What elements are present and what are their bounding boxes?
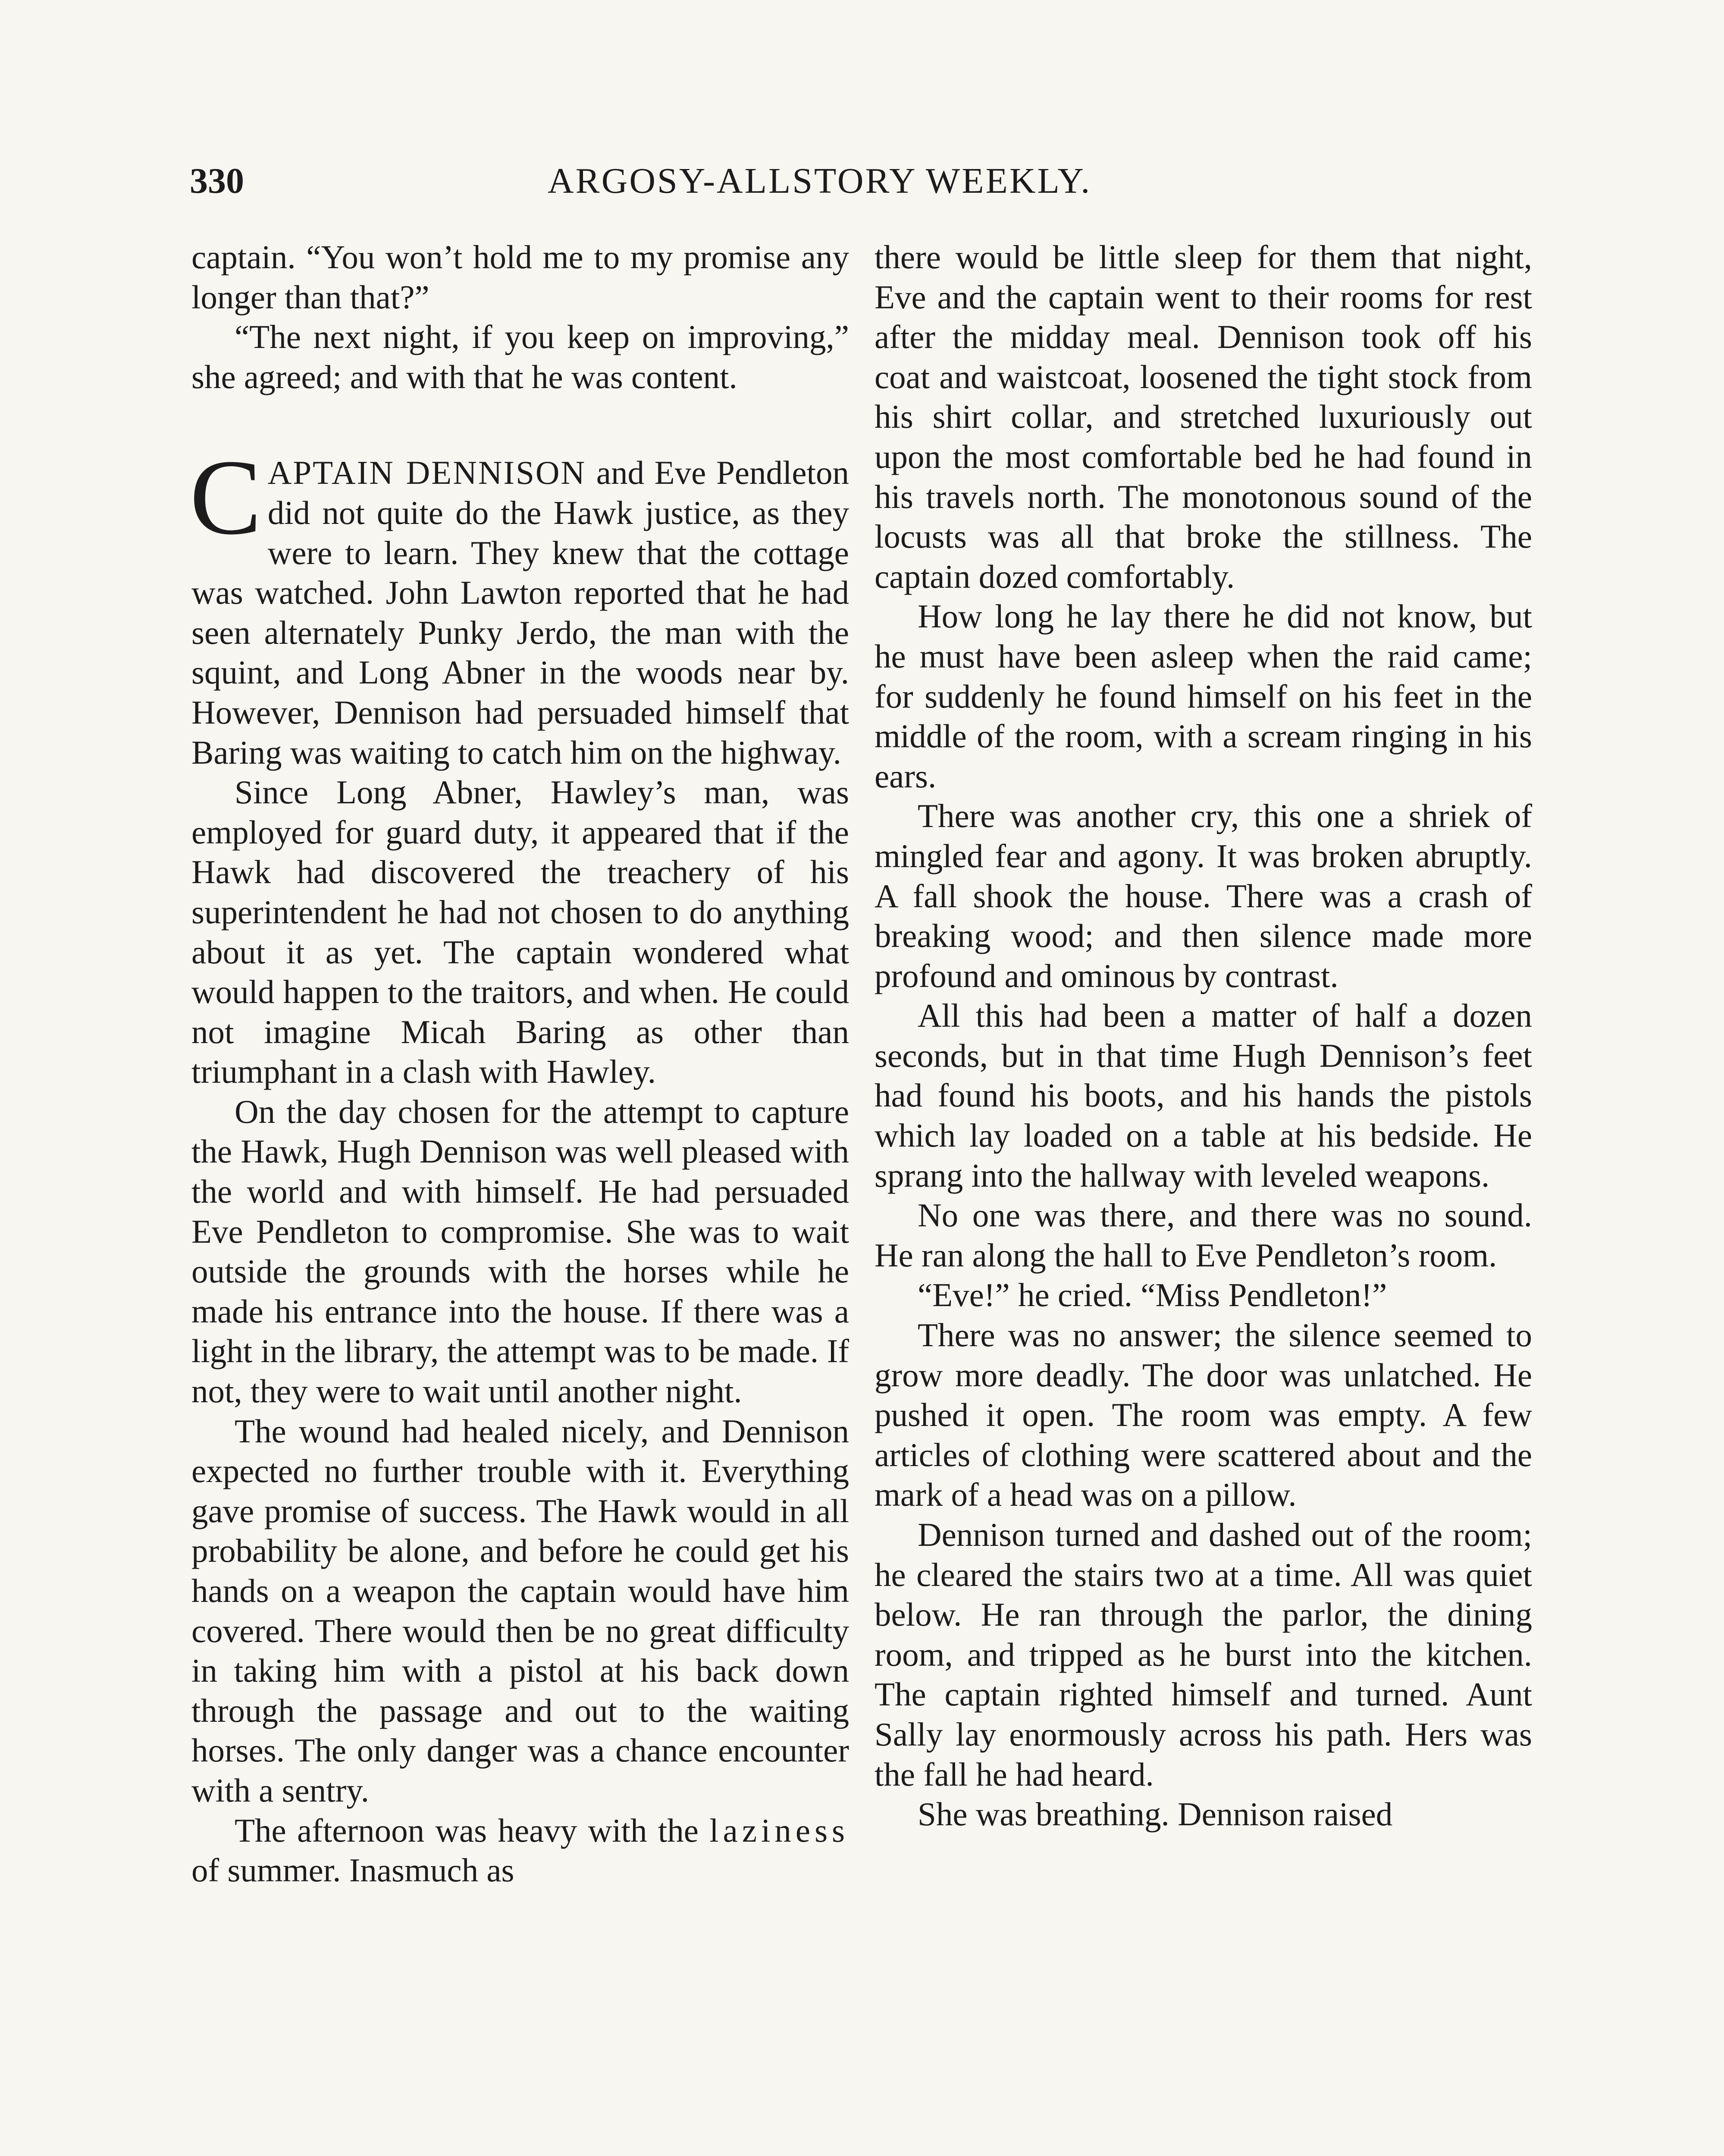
paragraph bbox=[191, 1811, 849, 1890]
paragraph: She was breathing. Dennison raised bbox=[918, 1796, 1393, 1833]
paragraph-text: of summer. Inasmuch as bbox=[191, 1852, 514, 1889]
paragraph: There was no answer; the silence seemed to grow more deadly. The door was unlatched. He pushed it open. The room was empty. A few articles of clothing were scattered about and the mark of a head was on a pillow. bbox=[875, 1316, 1532, 1514]
section-opening-paragraph bbox=[190, 438, 849, 772]
running-head: ARGOSY-ALLSTORY WEEKLY. bbox=[548, 161, 1092, 201]
small-caps-lead: APTAIN DENNISON bbox=[267, 454, 586, 492]
page-number: 330 bbox=[190, 161, 244, 201]
paragraph: There was another cry, this one a shriek of mingled fear and agony. It was broken abruptly. A fall shook the house. There was a crash of breaking wood; and then silence made more profound and ominous by contrast. bbox=[875, 797, 1532, 994]
spaced-word: laziness bbox=[709, 1811, 849, 1849]
drop-cap: C bbox=[190, 438, 262, 558]
right-column bbox=[875, 237, 1532, 1834]
paragraph: How long he lay there he did not know, but he must have been asleep when the raid came; for suddenly he found himself on his feet in the middle of the room, with a scream ringing in his ears. bbox=[875, 598, 1532, 795]
paragraph-text: The afternoon was heavy with the bbox=[235, 1811, 710, 1849]
paragraph: On the day chosen for the attempt to capture the Hawk, Hugh Dennison was well pleased with the world and with himself. He had persuaded Eve Pendleton to compromise. She was to wait outside the grounds with the horses while he made his entrance into the house. If there was a light in the library, the attempt was to be made. If not, they were to wait until another night. bbox=[191, 1093, 849, 1410]
left-column bbox=[191, 237, 849, 1890]
paragraph: The wound had healed nicely, and Dennison expected no further trouble with it. Everything gave promise of success. The Hawk would in all probability be alone, and before he could get his hands on a weapon the captain would have him covered. There would then be no great difficulty in taking him with a pistol at his back down through the passage and out to the waiting horses. The only danger was a chance encounter with a sentry. bbox=[191, 1412, 849, 1809]
paragraph: No one was there, and there was no sound. He ran along the hall to Eve Pendleton’s room. bbox=[875, 1197, 1532, 1274]
paragraph: there would be little sleep for them that night, Eve and the captain went to their rooms for rest after the midday meal. Dennison took off his coat and waistcoat, loosened the tight stock from his shirt collar, and stretched luxuriously out upon the most comfortable bed he had found in his travels north. The monotonous sound of the locusts was all that broke the stillness. The captain dozed comfortably. bbox=[875, 238, 1532, 595]
paragraph: “Eve!” he cried. “Miss Pendleton!” bbox=[918, 1276, 1387, 1314]
paragraph: “The next night, if you keep on improving,” she agreed; and with that he was content. bbox=[191, 318, 849, 395]
paragraph-text: and Eve Pendleton did not quite do the Hawk justice, as they were to learn. They knew that the cottage was watched. John Lawton reported that he had seen alternately Punky Jerdo, the man with the squint, and Long Abner in the woods near by. However, Dennison had persuaded himself that Baring was waiting to catch him on the highway. bbox=[191, 454, 849, 771]
section-break bbox=[191, 397, 849, 453]
paragraph: Dennison turned and dashed out of the room; he cleared the stairs two at a time. All was quiet below. He ran through the parlor, the dining room, and tripped as he burst into the kitchen. The captain righted himself and turned. Aunt Sally lay enormously across his path. Hers was the fall he had heard. bbox=[875, 1516, 1532, 1793]
paragraph: captain. “You won’t hold me to my promise any longer than that?” bbox=[191, 238, 849, 316]
paragraph: All this had been a matter of half a dozen seconds, but in that time Hugh Dennison’s feet had found his boots, and his hands the pistols which lay loaded on a table at his bedside. He sprang into the hallway with leveled weapons. bbox=[875, 997, 1532, 1194]
page-header bbox=[190, 153, 1548, 209]
paragraph: Since Long Abner, Hawley’s man, was employed for guard duty, it appeared that if the Hawk had discovered the treachery of his superintendent he had not chosen to do anything about it as yet. The captain wondered what would happen to the traitors, and when. He could not imagine Micah Baring as other than triumphant in a clash with Hawley. bbox=[191, 774, 849, 1091]
